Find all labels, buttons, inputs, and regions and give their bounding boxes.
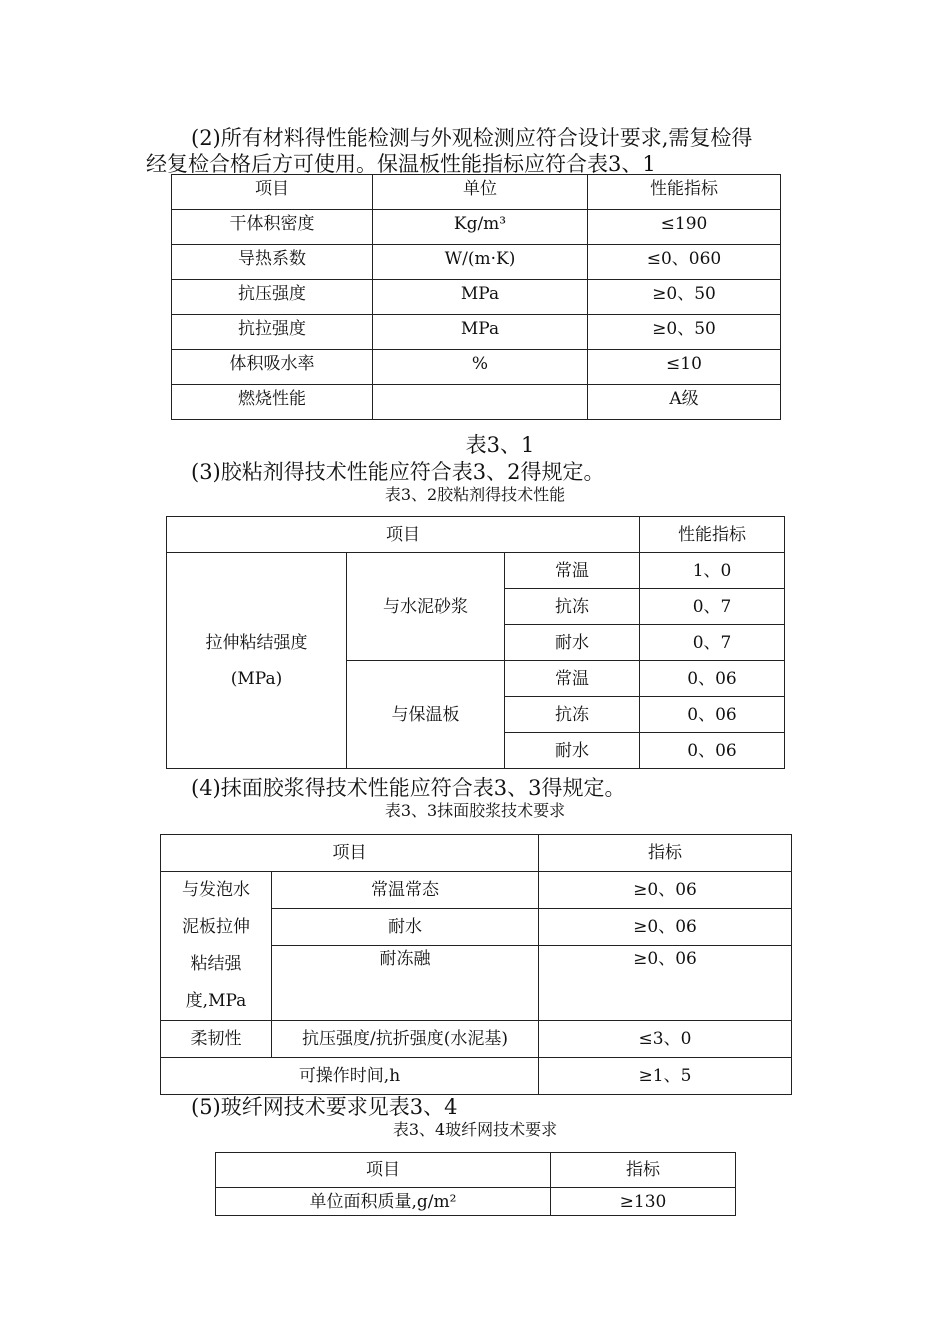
cell-condition: 常温 — [505, 553, 640, 589]
cell-item: 燃烧性能 — [172, 385, 373, 420]
table-row — [172, 315, 781, 350]
table-row — [161, 872, 792, 909]
cell-value: ≥130 — [551, 1188, 736, 1216]
table-3-2 — [166, 516, 785, 769]
cell-unit: MPa — [373, 280, 588, 315]
cell-unit: W/(m·K) — [373, 245, 588, 280]
paragraph-2-line-1: (2)所有材料得性能检测与外观检测应符合设计要求,需复检得 — [191, 126, 753, 150]
cell-indicator: ≤190 — [588, 210, 781, 245]
cell-condition: 常温 — [505, 661, 640, 697]
cell-operating-time: 可操作时间,h — [161, 1058, 539, 1095]
header-indicator: 指标 — [539, 835, 792, 872]
table-row — [172, 350, 781, 385]
cell-condition: 耐水 — [505, 625, 640, 661]
cell-condition: 抗冻 — [505, 697, 640, 733]
paragraph-4: (4)抹面胶浆得技术性能应符合表3、3得规定。 — [191, 776, 626, 800]
cell-flex-label: 柔韧性 — [161, 1021, 272, 1058]
cell-condition: 耐冻融 — [272, 946, 539, 1021]
header-indicator: 性能指标 — [588, 175, 781, 210]
cell-value: 0、06 — [640, 697, 785, 733]
cell-indicator: ≥0、50 — [588, 280, 781, 315]
cell-unit: % — [373, 350, 588, 385]
table-header-row — [167, 517, 785, 553]
cell-indicator: ≤10 — [588, 350, 781, 385]
cell-item: 单位面积质量,g/m² — [216, 1188, 551, 1216]
cell-value: 1、0 — [640, 553, 785, 589]
table-row — [172, 280, 781, 315]
cell-value: 0、06 — [640, 661, 785, 697]
row-label-line-2: (MPa) — [230, 668, 283, 689]
group-foam-cement-bond-strength — [161, 872, 272, 1021]
cell-item: 体积吸水率 — [172, 350, 373, 385]
cell-indicator: ≥0、50 — [588, 315, 781, 350]
cell-indicator: A级 — [588, 385, 781, 420]
row-label-line-1: 拉伸粘结强度 — [205, 632, 308, 653]
cell-condition: 耐水 — [505, 733, 640, 769]
group-label-line-1: 与发泡水 — [182, 880, 250, 900]
cell-value: ≥0、06 — [539, 946, 792, 1021]
header-unit: 单位 — [373, 175, 588, 210]
group-label-line-3: 粘结强 — [190, 954, 242, 974]
cell-value: ≥1、5 — [539, 1058, 792, 1095]
cell-item: 抗压强度 — [172, 280, 373, 315]
cell-value: ≥0、06 — [539, 909, 792, 946]
group-label-line-4: 度,MPa — [185, 991, 247, 1011]
table-row — [172, 210, 781, 245]
cell-value: 0、7 — [640, 625, 785, 661]
cell-value: 0、7 — [640, 589, 785, 625]
table-row — [172, 245, 781, 280]
cell-condition: 抗压强度/抗折强度(水泥基) — [272, 1021, 539, 1058]
group-label-line-2: 泥板拉伸 — [182, 917, 250, 937]
table-3-3 — [160, 834, 792, 1095]
table-row — [161, 1058, 792, 1095]
header-item: 项目 — [172, 175, 373, 210]
group-cement-mortar: 与水泥砂浆 — [347, 553, 505, 661]
table-row — [167, 553, 785, 589]
cell-item: 抗拉强度 — [172, 315, 373, 350]
cell-unit — [373, 385, 588, 420]
table-3-3-caption: 表3、3抹面胶浆技术要求 — [384, 801, 566, 820]
cell-indicator: ≤0、060 — [588, 245, 781, 280]
table-3-2-caption: 表3、2胶粘剂得技术性能 — [384, 485, 566, 504]
header-item: 项目 — [161, 835, 539, 872]
cell-item: 导热系数 — [172, 245, 373, 280]
paragraph-3: (3)胶粘剂得技术性能应符合表3、2得规定。 — [191, 460, 605, 484]
cell-condition: 抗冻 — [505, 589, 640, 625]
table-3-1 — [171, 174, 781, 420]
cell-item: 干体积密度 — [172, 210, 373, 245]
group-insulation-board: 与保温板 — [347, 661, 505, 769]
cell-condition: 常温常态 — [272, 872, 539, 909]
cell-value: ≤3、0 — [539, 1021, 792, 1058]
cell-unit: MPa — [373, 315, 588, 350]
paragraph-2-line-2: 经复检合格后方可使用。保温板性能指标应符合表3、1 — [146, 152, 656, 176]
cell-value: ≥0、06 — [539, 872, 792, 909]
table-3-1-caption: 表3、1 — [465, 433, 535, 457]
cell-value: 0、06 — [640, 733, 785, 769]
row-label-tensile-bond-strength — [167, 553, 347, 769]
table-row — [161, 1021, 792, 1058]
table-3-4 — [215, 1152, 736, 1216]
table-header-row — [216, 1153, 736, 1188]
table-row — [216, 1188, 736, 1216]
cell-condition: 耐水 — [272, 909, 539, 946]
header-item: 项目 — [216, 1153, 551, 1188]
table-row — [172, 385, 781, 420]
table-3-4-caption: 表3、4玻纤网技术要求 — [392, 1120, 558, 1139]
header-item: 项目 — [167, 517, 640, 553]
table-header-row — [172, 175, 781, 210]
paragraph-5: (5)玻纤网技术要求见表3、4 — [191, 1095, 458, 1119]
header-indicator: 性能指标 — [640, 517, 785, 553]
table-header-row — [161, 835, 792, 872]
header-indicator: 指标 — [551, 1153, 736, 1188]
cell-unit: Kg/m³ — [373, 210, 588, 245]
